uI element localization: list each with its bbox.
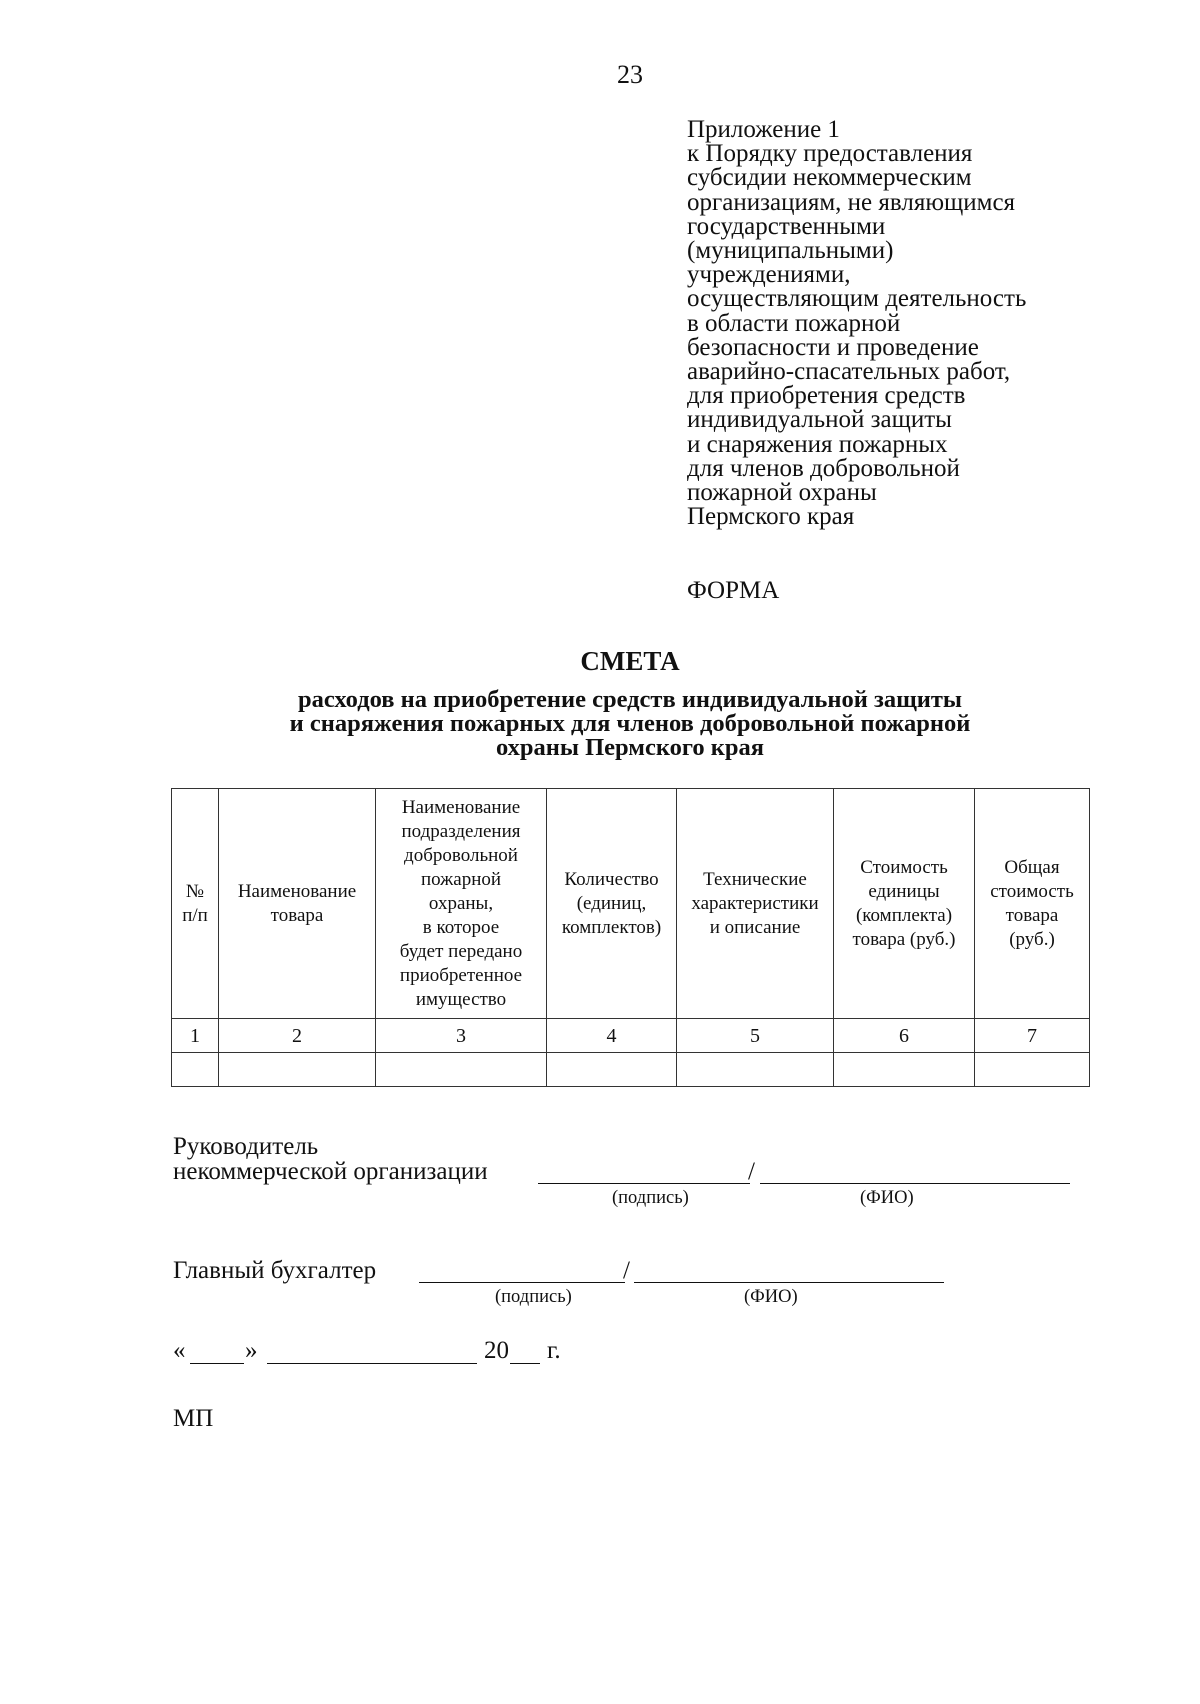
header-text: Количество (единиц, комплектов) [561, 868, 662, 938]
appendix-line: безопасности и проведение [687, 333, 979, 361]
appendix-line: для членов добровольной [687, 454, 960, 482]
column-number-cell: 7 [975, 1019, 1090, 1053]
header-text: Технические характеристики и описание [691, 868, 819, 938]
date-open-quote: « [173, 1337, 186, 1364]
head-signature-line [538, 1158, 750, 1184]
column-number-cell: 5 [677, 1019, 834, 1053]
header-text: № п/п [182, 880, 208, 926]
accountant-slash: / [623, 1257, 630, 1284]
appendix-line: учреждениями, [687, 261, 851, 289]
document-title: СМЕТА [580, 646, 680, 676]
head-signature-caption: (подпись) [612, 1188, 689, 1208]
column-number-cell: 6 [834, 1019, 975, 1053]
accountant-signature-caption: (подпись) [495, 1287, 572, 1307]
appendix-line: Пермского края [687, 503, 855, 531]
header-text: Наименование товара [237, 880, 357, 926]
table-column-number-row [172, 1019, 1090, 1053]
empty-cell [547, 1053, 677, 1087]
column-number-cell: 2 [219, 1019, 376, 1053]
head-slash: / [748, 1158, 755, 1185]
empty-cell [677, 1053, 834, 1087]
appendix-line: к Порядку предоставления [687, 140, 973, 168]
appendix-line: осуществляющим деятельность [687, 285, 1027, 313]
accountant-signature-line [419, 1257, 625, 1283]
appendix-line: индивидуальной защиты [687, 406, 952, 434]
date-year-prefix: 20 [484, 1337, 509, 1364]
header-cell-unit-name [376, 789, 547, 1019]
header-cell-number [172, 789, 219, 1019]
stamp-label: МП [173, 1405, 214, 1432]
column-number-cell: 3 [376, 1019, 547, 1053]
header-cell-total-cost [975, 789, 1090, 1019]
header-cell-specs [677, 789, 834, 1019]
accountant-name-line [634, 1257, 944, 1283]
appendix-line: аварийно-спасательных работ, [687, 358, 1011, 386]
appendix-line: субсидии некоммерческим [687, 164, 972, 192]
head-name-line [760, 1158, 1070, 1184]
date-year-line [510, 1337, 540, 1364]
head-title-line1: Руководитель [173, 1133, 319, 1160]
empty-cell [975, 1053, 1090, 1087]
header-text: Наименование подразделения добровольной пожарной охраны, в которое будет передано приобретенное имущество [399, 796, 523, 1010]
head-name-caption: (ФИО) [860, 1188, 914, 1208]
date-day-line [190, 1337, 244, 1364]
estimate-table [171, 788, 1090, 1087]
head-title-line2: некоммерческой организации [173, 1158, 488, 1185]
column-number-cell: 4 [547, 1019, 677, 1053]
accountant-name-caption: (ФИО) [744, 1287, 798, 1307]
appendix-line: (муниципальными) [687, 237, 894, 265]
header-text: Общая стоимость товара (руб.) [990, 856, 1074, 950]
header-cell-quantity [547, 789, 677, 1019]
date-month-line [267, 1337, 477, 1364]
appendix-line: и снаряжения пожарных [687, 430, 948, 458]
subtitle-line: расходов на приобретение средств индивидуальной защиты [297, 686, 963, 713]
date-close-quote: » [245, 1337, 258, 1364]
header-cell-product-name [219, 789, 376, 1019]
empty-cell [172, 1053, 219, 1087]
table-header-row [172, 789, 1090, 1019]
empty-cell [834, 1053, 975, 1087]
appendix-line: для приобретения средств [687, 382, 966, 410]
appendix-block [687, 118, 1107, 529]
appendix-line: пожарной охраны [687, 479, 877, 507]
appendix-line: в области пожарной [687, 309, 901, 337]
appendix-line: Приложение 1 [687, 116, 840, 143]
document-subtitle [0, 688, 1200, 760]
header-text: Стоимость единицы (комплекта) товара (руб.) [852, 856, 956, 950]
accountant-label: Главный бухгалтер [173, 1257, 377, 1284]
date-year-suffix: г. [547, 1337, 561, 1364]
appendix-line: государственными [687, 212, 886, 240]
page-number: 23 [617, 60, 643, 89]
empty-cell [376, 1053, 547, 1087]
subtitle-line: и снаряжения пожарных для членов добровольной пожарной [289, 710, 971, 737]
form-label: ФОРМА [687, 577, 780, 604]
header-cell-unit-cost [834, 789, 975, 1019]
table-row [172, 1053, 1090, 1087]
subtitle-line: охраны Пермского края [495, 734, 765, 761]
column-number-cell: 1 [172, 1019, 219, 1053]
appendix-line: организациям, не являющимся [687, 188, 1016, 216]
empty-cell [219, 1053, 376, 1087]
